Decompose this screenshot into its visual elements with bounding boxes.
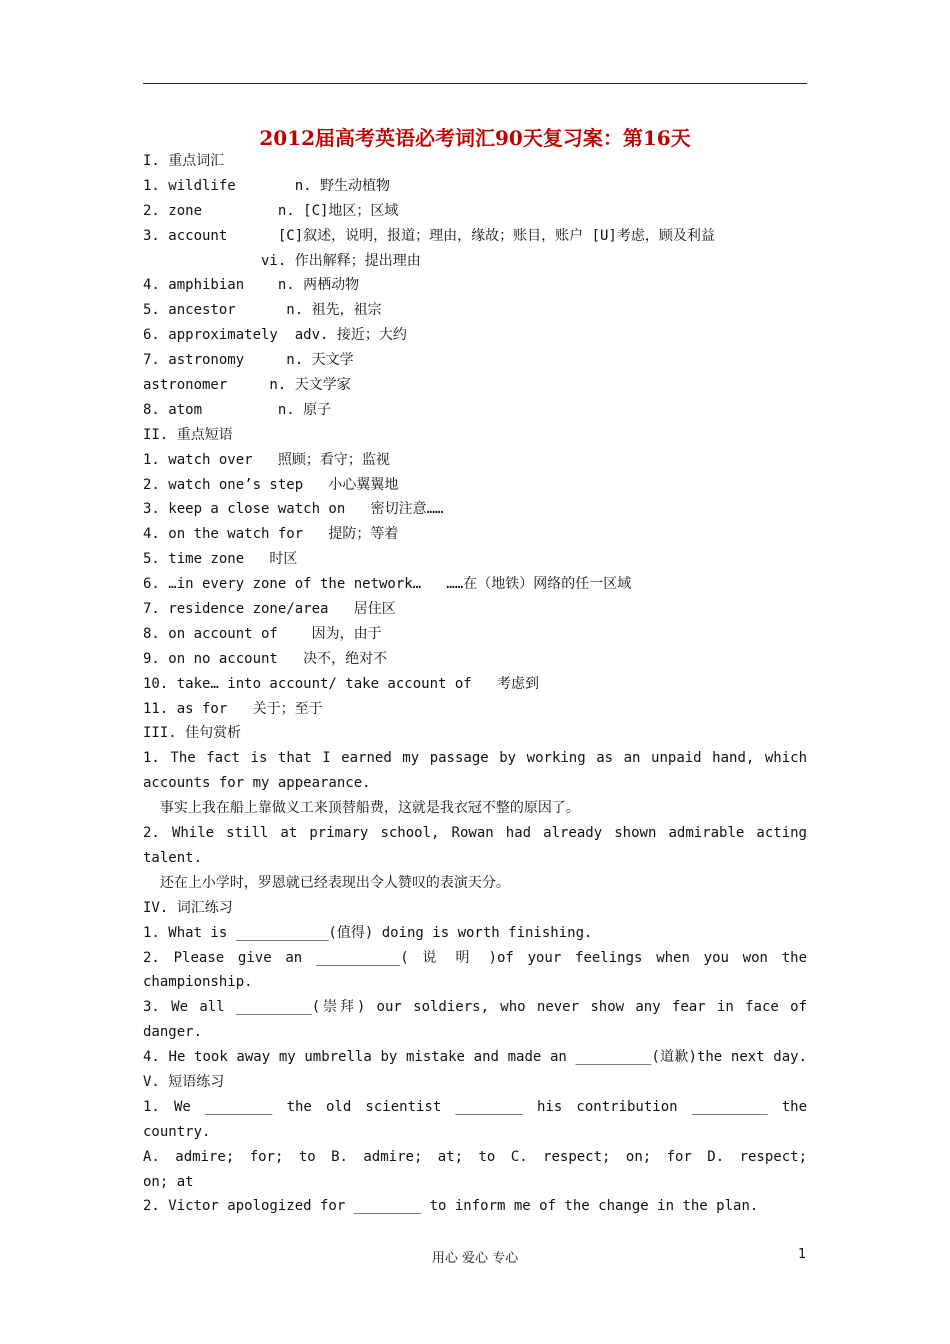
text-line: on; at — [143, 1173, 194, 1190]
text-line: 5. ancestor n. 祖先，祖宗 — [143, 302, 382, 319]
text-line: 7. residence zone/area 居住区 — [143, 601, 396, 618]
text-line: championship. — [143, 974, 253, 991]
text-line: talent. — [143, 849, 203, 866]
text-line: 5. time zone 时区 — [143, 551, 298, 568]
text-line: 2. Please give an __________( 说 明 )of your feelings when you won the — [143, 949, 807, 966]
text-line: A. admire; for; to B. admire; at; to C. respect; on; for D. respect; — [143, 1148, 807, 1165]
text-line: vi. 作出解释；提出理由 — [143, 252, 421, 269]
text-line: 事实上我在船上靠做义工来顶替船费，这就是我衣冠不整的原因了。 — [143, 800, 580, 817]
text-line: 2. Victor apologized for ________ to inform me of the change in the plan. — [143, 1198, 759, 1215]
text-line: II. 重点短语 — [143, 426, 233, 443]
text-line: IV. 词汇练习 — [143, 899, 233, 916]
text-line: 6. …in every zone of the network… ……在（地铁）网络的任一区域 — [143, 576, 632, 593]
text-line: 10. take… into account/ take account of 考虑到 — [143, 675, 540, 692]
text-line: 3. We all _________(崇拜) our soldiers, who never show any fear in face of — [143, 999, 807, 1016]
text-line: 11. as for 关于；至于 — [143, 700, 323, 717]
text-line: 3. keep a close watch on 密切注意…… — [143, 501, 444, 518]
text-line: 8. on account of 因为，由于 — [143, 625, 382, 642]
text-line: 2. zone n. [C]地区；区域 — [143, 202, 399, 219]
text-line: 1. watch over 照顾；看守；监视 — [143, 451, 390, 468]
text-line: 9. on no account 决不，绝对不 — [143, 650, 388, 667]
text-line: 4. amphibian n. 两栖动物 — [143, 277, 360, 294]
text-line: 4. He took away my umbrella by mistake and made an _________(道歉)the next day. — [143, 1049, 807, 1066]
text-line: 4. on the watch for 提防；等着 — [143, 526, 399, 543]
text-line: I. 重点词汇 — [143, 153, 225, 169]
text-line: 1. What is ___________(值得) doing is worth finishing. — [143, 924, 593, 941]
text-line: astronomer n. 天文学家 — [143, 377, 351, 394]
text-line: V. 短语练习 — [143, 1073, 225, 1090]
text-line: 1. We ________ the old scientist ________ his contribution _________ the — [143, 1098, 807, 1115]
document-body — [143, 149, 807, 1219]
text-line: 6. approximately adv. 接近；大约 — [143, 327, 407, 344]
text-line: 2. watch one’s step 小心翼翼地 — [143, 476, 399, 493]
header-rule — [143, 83, 807, 84]
text-line: 7. astronomy n. 天文学 — [143, 352, 354, 369]
text-line: 2. While still at primary school, Rowan had already shown admirable acting — [143, 825, 807, 842]
text-line: 3. account [C]叙述，说明，报道；理由，缘故；账目，账户 [U]考虑，顾及利益 — [143, 227, 715, 244]
page-number: 1 — [798, 1247, 807, 1262]
text-line: 8. atom n. 原子 — [143, 401, 332, 418]
text-line: 1. wildlife n. 野生动植物 — [143, 177, 391, 194]
text-line: accounts for my appearance. — [143, 775, 371, 792]
document-title: 2012届高考英语必考词汇90天复习案：第16天 — [259, 126, 691, 150]
text-line: danger. — [143, 1024, 203, 1041]
footer-motto: 用心 爱心 专心 — [431, 1251, 519, 1266]
text-line: 还在上小学时，罗恩就已经表现出令人赞叹的表演天分。 — [143, 874, 510, 891]
text-line: 1. The fact is that I earned my passage by working as an unpaid hand, which — [143, 750, 807, 767]
text-line: III. 佳句赏析 — [143, 725, 242, 742]
text-line: country. — [143, 1123, 211, 1140]
